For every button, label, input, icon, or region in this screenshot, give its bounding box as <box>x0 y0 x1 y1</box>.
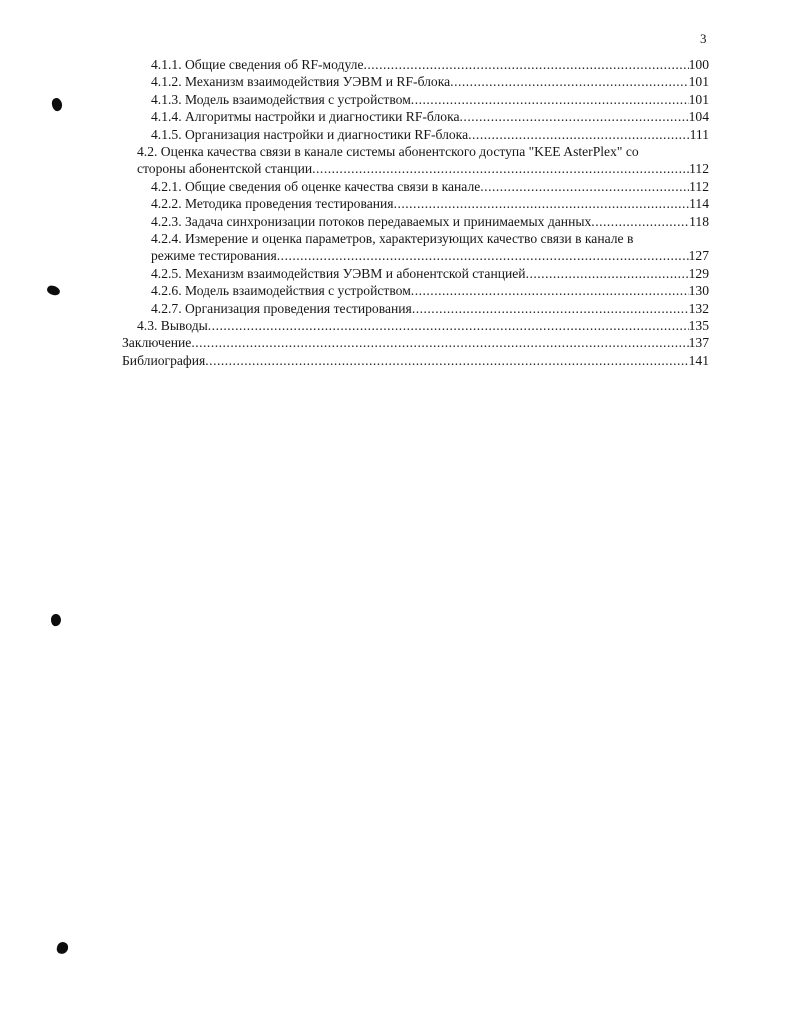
toc-leader <box>450 74 688 90</box>
toc-entry-page: 141 <box>688 352 709 368</box>
toc-entry <box>151 283 709 300</box>
toc-entry-page: 130 <box>688 283 709 299</box>
toc-leader <box>411 92 689 108</box>
toc-entry-title: 4.1.4. Алгоритмы настройки и диагностики RF-блока <box>151 109 460 125</box>
toc-leader <box>591 214 689 230</box>
toc-entry-title: 4.1.1. Общие сведения об RF-модуле <box>151 57 364 72</box>
toc-leader <box>411 283 689 299</box>
toc-entry-page: 101 <box>688 74 709 90</box>
toc-entry-page: 111 <box>689 126 709 142</box>
scan-blot <box>56 941 70 955</box>
toc-entry-title: Заключение <box>122 335 192 351</box>
toc-leader <box>480 179 689 195</box>
page-number: 3 <box>700 31 707 46</box>
toc-entry <box>151 214 709 231</box>
toc-entry <box>151 109 709 126</box>
toc-entry <box>137 318 709 335</box>
toc-entry <box>137 144 709 179</box>
scan-blot <box>50 613 62 627</box>
toc-entry-page: 135 <box>688 318 709 333</box>
scan-blot <box>50 97 64 113</box>
toc-entry <box>151 74 709 91</box>
toc-entry-title: 4.2.3. Задача синхронизации потоков передаваемых и принимаемых данных <box>151 213 592 229</box>
toc-entry-page: 100 <box>688 57 709 72</box>
toc-entry-title: 4.2.2. Методика проведения тестирования <box>151 196 394 212</box>
toc-entry-title: 4.1.3. Модель взаимодействия с устройством <box>151 91 411 107</box>
toc-entry-title: 4.2.6. Модель взаимодействия с устройством <box>151 283 411 299</box>
toc-entry <box>122 353 709 370</box>
toc-entry-title-line1: 4.2.4. Измерение и оценка параметров, характеризующих качество связи в канале в <box>151 231 634 246</box>
toc-leader <box>363 57 688 73</box>
toc-entry-page: 104 <box>688 109 709 125</box>
toc-entry-title: 4.1.2. Механизм взаимодействия УЭВМ и RF-блока <box>151 74 451 90</box>
toc-entry <box>151 196 709 213</box>
toc-entry-title: 4.2.7. Организация проведения тестирования <box>151 300 412 316</box>
toc-entry-page: 118 <box>689 213 709 229</box>
toc-leader <box>312 161 689 177</box>
toc-entry-page: 132 <box>688 300 709 316</box>
toc-leader <box>205 353 688 369</box>
toc-entry <box>122 335 709 352</box>
toc-entry <box>151 92 709 109</box>
toc-leader <box>468 127 689 143</box>
toc-entry-page: 101 <box>688 91 709 107</box>
toc-entry-title: стороны абонентской станции <box>137 161 313 177</box>
toc-leader <box>460 109 689 125</box>
toc-entry-title: 4.2.5. Механизм взаимодействия УЭВМ и абонентской станцией <box>151 265 526 281</box>
toc-entry-title: 4.3. Выводы <box>137 318 208 333</box>
toc-leader <box>394 196 690 212</box>
toc-entry-title: 4.2.1. Общие сведения об оценке качества связи в канале <box>151 178 481 194</box>
toc-entry-title-line1: 4.2. Оценка качества связи в канале системы абонентского доступа "KEE AsterPlex" со <box>137 144 639 159</box>
toc-entry <box>151 127 709 144</box>
toc-leader <box>208 318 689 334</box>
toc-leader <box>412 301 689 317</box>
toc-leader <box>277 248 689 264</box>
toc-entry-page: 112 <box>689 161 709 177</box>
toc-entry-title: режиме тестирования <box>151 248 277 264</box>
toc-leader <box>191 335 688 351</box>
toc-entry <box>151 301 709 318</box>
toc-entry <box>151 179 709 196</box>
toc-entry-page: 112 <box>689 178 709 194</box>
toc-entry-page: 129 <box>688 265 709 281</box>
toc-leader <box>526 266 689 282</box>
toc-entry-page: 114 <box>689 196 709 212</box>
toc-entry <box>151 231 709 266</box>
toc-entry <box>151 266 709 283</box>
toc-entry <box>151 57 709 74</box>
toc-entry-title: Библиография <box>122 352 206 368</box>
scan-blot <box>46 284 62 298</box>
toc-entry-page: 127 <box>688 248 709 264</box>
toc-entry-title: 4.1.5. Организация настройки и диагностики RF-блока <box>151 126 469 142</box>
toc-entry-page: 137 <box>688 335 709 351</box>
